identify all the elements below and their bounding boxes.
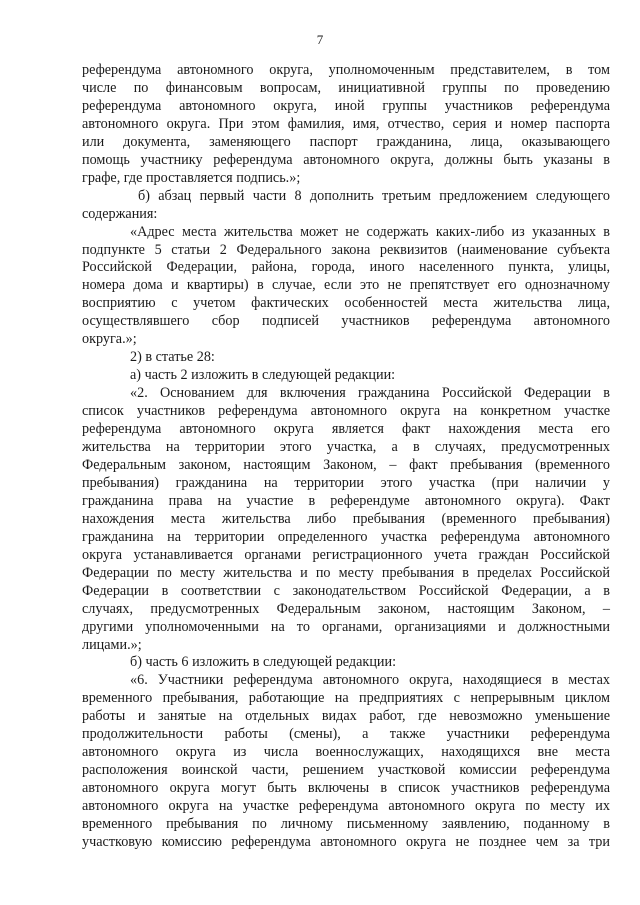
text-line: жительства на территории этого участка, а в случаях, предусмотренных [82,439,610,456]
text-line: «6. Участники референдума автономного округа, находящиеся в местах [130,672,610,689]
text-line: расположения воинской части, решением участковой комиссии референдума [82,762,610,779]
text-line: автономного округа. При этом фамилия, имя, отчество, серия и номер паспорта [82,115,610,132]
text-line: референдума автономного округа, уполномоченным представителем, в том [82,62,610,78]
text-line: «Адрес места жительства может не содержать каких-либо из указанных в [130,223,610,240]
text-line: «2. Основанием для включения гражданина Российской Федерации в [130,385,610,402]
text-line: продолжительности работы (смены), а также участники референдума [82,726,610,743]
text-line: временного пребывания по личному письменному заявлению, поданному в [82,816,610,833]
text-line: Федеральным законом, настоящим Законом, – факт пребывания (временного [82,456,610,473]
text-line: гражданина права на участие в референдуме автономного округа). Факт [82,492,610,509]
text-line: восприятию с учетом фактических особенностей места жительства лица, [82,295,610,312]
text-line: Федерации в соответствии с законодательством Российской Федерации, а в [82,582,610,599]
text-line: или документа, заменяющего паспорт гражданина, лица, оказывающего [82,133,610,150]
text-line: Федерации по месту жительства и по месту пребывания в пределах Российской [82,564,610,581]
text-line: случаях, предусмотренных Федеральным законом, настоящим Законом, – [82,600,610,617]
text-line: работы и занятые на отдельных видах работ, где невозможно уменьшение [82,708,610,725]
text-line: референдума автономного округа является факт нахождения места его [82,421,610,438]
text-line: а) часть 2 изложить в следующей редакции: [130,367,396,384]
text-line: референдума автономного округа, иной группы участников референдума [82,97,610,114]
text-line: подпункте 5 статьи 2 Федерального закона реквизитов (наименование субъекта [82,241,610,258]
text-line: содержания: [82,205,158,222]
text-line: участковую комиссию референдума автономного округа не позднее чем за три [82,833,610,850]
text-line: номера дома и квартиры) в случае, если это не препятствует его однозначному [82,277,610,294]
text-line: список участников референдума автономного округа на конкретном участке [82,403,610,420]
text-line: числе по финансовым вопросам, инициативной группы по проведению [82,79,610,96]
text-line: помощь участнику референдума автономного округа, должны быть указаны в [82,151,610,168]
text-line: автономного округа могут быть включены в список участников референдума [82,780,610,797]
text-line: пребывания) гражданина на территории этого участка (при наличии у [82,474,610,491]
text-line: б) абзац первый части 8 дополнить третьим предложением следующего [138,187,610,204]
text-line: гражданина на территории определенного участка референдума автономного [82,528,610,545]
text-line: временного пребывания, работающие на предприятиях с непрерывным циклом [82,690,610,707]
text-line: лицами.»; [82,636,142,653]
page-number: 7 [316,32,324,47]
text-line: графе, где проставляется подпись.»; [82,169,301,186]
body-text [82,62,610,852]
text-line: автономного округа на участке референдума автономного округа по месту их [82,798,610,815]
text-line: нахождения места жительства либо пребывания (временного пребывания) [82,510,610,527]
text-line: округа.»; [82,331,137,348]
text-line: б) часть 6 изложить в следующей редакции: [130,654,397,671]
text-line: другими уполномоченными на то органами, организациями и должностными [82,618,610,635]
text-line: 2) в статье 28: [130,349,215,366]
text-line: округа устанавливается органами регистрационного учета граждан Российской [82,546,610,563]
text-line: осуществлявшего сбор подписей участников референдума автономного [82,313,610,330]
text-line: автономного округа из числа военнослужащих, находящихся вне места [82,744,610,761]
text-line: Российской Федерации, района, города, иного населенного пункта, улицы, [82,259,610,276]
